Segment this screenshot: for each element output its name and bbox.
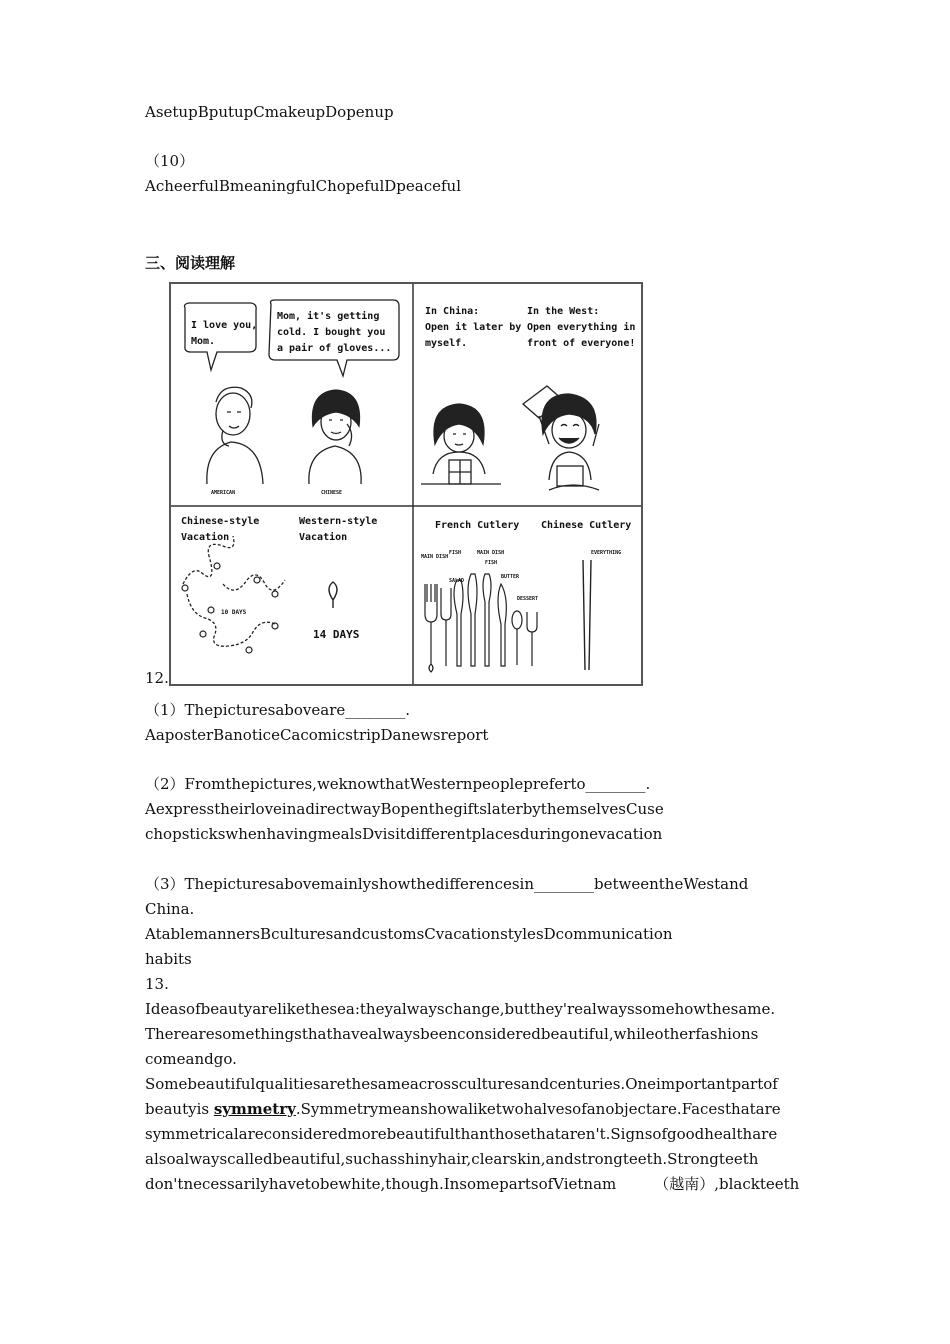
cutlery-label-main-dish-2: MAIN DISH [477, 550, 505, 556]
passage-line-8-end: ,blackteeth [714, 1175, 800, 1193]
chinese-vacation-line-1: Chinese-style [181, 516, 260, 527]
panel-love-expression [185, 300, 400, 496]
passage-line-5 [145, 1099, 781, 1119]
western-vacation-line-1: Western-style [299, 516, 378, 527]
cutlery-label-butter: BUTTER [501, 574, 520, 580]
caption-chinese: CHINESE [321, 490, 343, 496]
west-gift-line-1: In the West: [527, 306, 600, 317]
american-girl-drawing [207, 387, 263, 484]
cutlery-label-salad: SALAD [449, 578, 465, 584]
q12-1-stem: （1）Thepicturesaboveare________. [145, 701, 411, 719]
bubble-right-line-3: a pair of gloves... [277, 343, 392, 354]
q12-3-stem-line-1: （3）Thepicturesabovemainlyshowthedifferencesin________betweentheWestand [145, 875, 749, 893]
comic-drawing [171, 284, 641, 684]
french-cutlery-title: French Cutlery [435, 520, 520, 531]
q12-2-options-line-2: chopstickswhenhavingmealsDvisitdifferentplacesduringonevacation [145, 825, 663, 843]
chopsticks-drawing [583, 560, 591, 670]
passage-line-4: Somebeautifulqualitiesarethesameacrossculturesandcenturies.Oneimportantpartof [145, 1075, 778, 1093]
q10-number: （10） [145, 152, 195, 170]
q13-number: 13. [145, 975, 169, 993]
q12-3-options-line-1: AtablemannersBculturesandcustomsCvacationstylesDcommunication [145, 925, 673, 943]
chinese-vacation-line-2: Vacation [181, 532, 230, 543]
chinese-vacation-pins [182, 563, 278, 653]
passage-line-8 [145, 1174, 799, 1194]
west-gift-line-2: Open everything in [527, 322, 636, 333]
chinese-vacation-route [183, 536, 285, 646]
cutlery-label-main-dish: MAIN DISH [421, 554, 449, 560]
comic-strip-image [169, 282, 643, 686]
passage-line-5-end: .Symmetrymeanshowaliketwohalvesofanobjectare.Facesthatare [295, 1100, 781, 1118]
passage-line-6: symmetricalareconsideredmorebeautifulthanthosethataren't.Signsofgoodhealthare [145, 1125, 778, 1143]
panel-vacation-style [181, 515, 377, 653]
q12-1-options: AaposterBanoticeCacomicstripDanewsreport [145, 726, 489, 744]
passage-line-8-start: don'tnecessarilyhavetobewhite,though.InsomepartsofVietnam [145, 1175, 617, 1193]
panel-cutlery [421, 519, 631, 672]
q9-options: AsetupBputupCmakeupDopenup [145, 103, 394, 121]
chinese-cutlery-title: Chinese Cutlery [541, 520, 632, 531]
western-vacation-days: 14 DAYS [313, 628, 360, 641]
q12-2-options-line-1: AexpresstheirloveinadirectwayBopenthegiftslaterbythemselvesCuse [145, 800, 664, 818]
china-gift-girl-drawing [421, 404, 501, 484]
passage-line-5-start: beautyis [145, 1100, 214, 1118]
panel-gift-opening [421, 305, 635, 490]
cutlery-label-everything: EVERYTHING [591, 550, 622, 556]
q12-number: 12. [145, 669, 169, 687]
q12-3-options-line-2: habits [145, 950, 192, 968]
china-gift-line-3: myself. [425, 338, 468, 349]
china-gift-line-2: Open it later by [425, 322, 522, 333]
section-heading: 三、阅读理解 [145, 254, 236, 272]
bubble-right-line-1: Mom, it's getting [277, 311, 380, 322]
west-gift-girl-drawing [523, 386, 599, 490]
west-gift-line-3: front of everyone! [527, 338, 636, 349]
passage-line-3: comeandgo. [145, 1050, 237, 1068]
western-vacation-pin [329, 582, 337, 608]
cutlery-label-fish-2: FISH [485, 560, 498, 566]
western-vacation-line-2: Vacation [299, 532, 348, 543]
bubble-left-line-2: Mom. [191, 336, 216, 347]
cutlery-label-dessert: DESSERT [517, 596, 539, 602]
underlined-word-symmetry: symmetry [213, 1100, 296, 1118]
passage-line-2: Therearesomethingsthathavealwaysbeenconsideredbeautiful,whileotherfashions [145, 1025, 759, 1043]
q10-options: AcheerfulBmeaningfulChopefulDpeaceful [145, 177, 462, 195]
bubble-right-line-2: cold. I bought you [277, 327, 386, 338]
caption-american: AMERICAN [211, 490, 236, 496]
chinese-vacation-days: 10 DAYS [221, 609, 247, 616]
french-cutlery-drawing [425, 574, 537, 672]
passage-line-7: alsoalwayscalledbeautiful,suchasshinyhair,clearskin,andstrongteeth.Strongteeth [145, 1150, 759, 1168]
passage-line-1: Ideasofbeautyarelikethesea:theyalwayschange,butthey'realwayssomehowthesame. [145, 1000, 776, 1018]
vietnam-chinese-gloss: （越南） [654, 1175, 715, 1193]
chinese-girl-drawing [309, 390, 361, 484]
q12-2-stem: （2）Fromthepictures,weknowthatWesternpeoplepreferto________. [145, 775, 651, 793]
q12-3-stem-line-2: China. [145, 900, 195, 918]
china-gift-line-1: In China: [425, 306, 480, 317]
bubble-left-line-1: I love you, [191, 320, 258, 331]
cutlery-label-fish: FISH [449, 550, 462, 556]
